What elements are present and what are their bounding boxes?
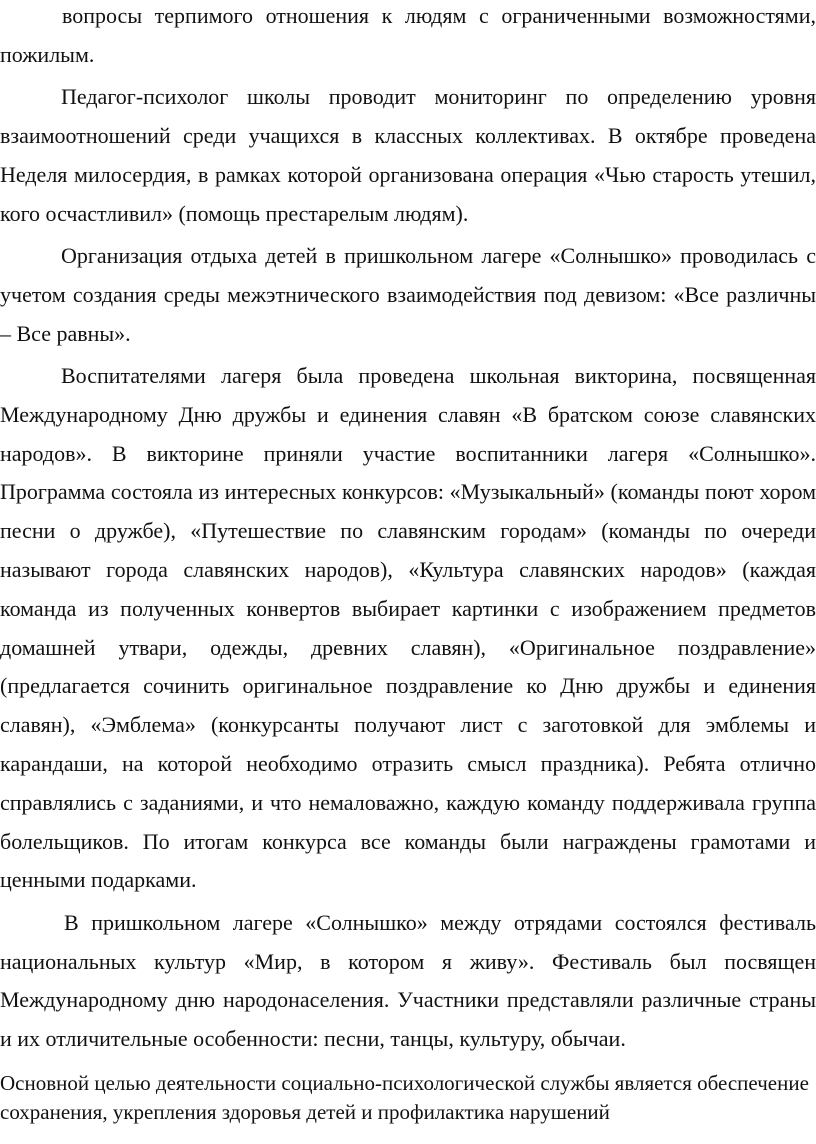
paragraph-slavic-quiz: Воспитателями лагеря была проведена школьная викторина, посвященная Международному Дню дружбы и единения славян «В братском союзе славянских народов». В викторине приняли участие воспитанники лагеря «Солнышко». Программа состояла из интересных конкурсов: «Музыкальный» (команды поют хором песни о дружбе), «Путешествие по славянским городам» (команды по очереди называют города славянских народов), «Культура славянских народов» (каждая команда из полученных конвертов выбирает картинки с изображением предметов домашней утвари, одежды, древних славян), «Оригинальное поздравление» (предлагается сочинить оригинальное поздравление ко Дню дружбы и единения славян), «Эмблема» (конкурсанты получают лист с заготовкой для эмблемы и карандаши, на которой необходимо отразить смысл праздника). Ребята отлично справлялись с заданиями, и что немаловажно, каждую команду поддерживала группа болельщиков. По итогам конкурса все команды были награждены грамотами и ценными подарками. bbox=[0, 362, 816, 893]
paragraph-service-goal: Основной целью деятельности социально-психологической службы является обеспечение сохранения, укрепления здоровья детей и профилактика нарушений bbox=[0, 1071, 809, 1124]
paragraph-psychologist-monitoring: Педагог-психолог школы проводит мониторинг по определению уровня взаимоотношений среди учащихся в классных коллективах. В октябре проведена Неделя милосердия, в рамках которой организована операция «Чью старость утешил, кого осчастливил» (помощь престарелым людям). bbox=[0, 84, 816, 226]
paragraph-culture-festival: В пришкольном лагере «Солнышко» между отрядами состоялся фестиваль национальных культур «Мир, в котором я живу». Фестиваль был посвящен Международному дню народонаселения. Участники представляли различные страны и их отличительные особенности: песни, танцы, культуру, обычаи. bbox=[0, 909, 816, 1052]
document-closing bbox=[0, 1069, 816, 1127]
paragraph-camp-leisure: Организация отдыха детей в пришкольном лагере «Солнышко» проводилась с учетом создания среды межэтнического взаимодействия под девизом: «Все различны – Все равны». bbox=[0, 242, 816, 346]
paragraph-continuation: вопросы терпимого отношения к людям с ограниченными возможностями, пожилым. bbox=[0, 3, 816, 67]
